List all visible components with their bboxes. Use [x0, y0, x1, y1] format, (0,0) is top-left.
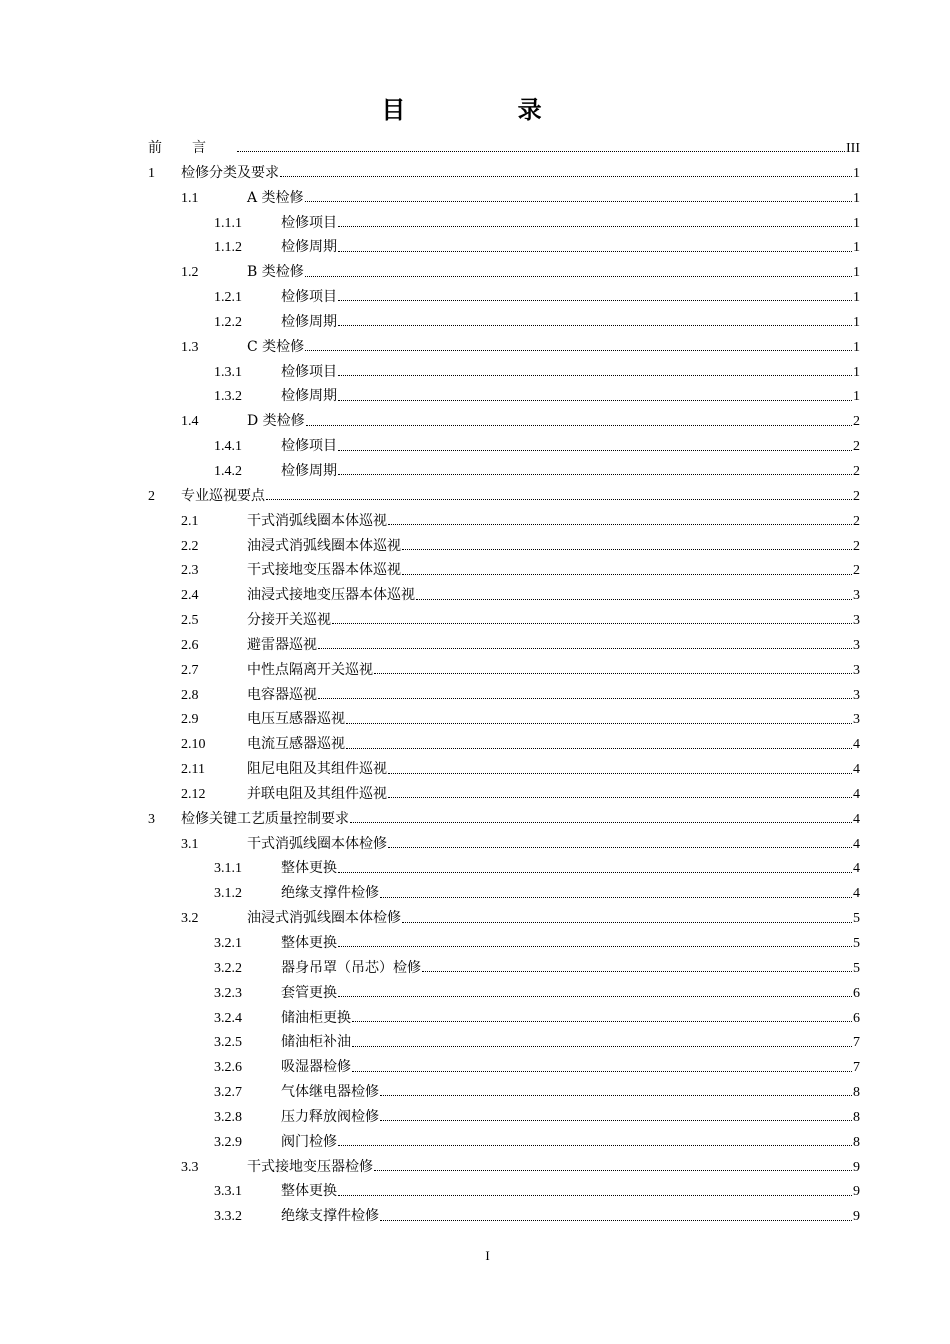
toc-entry[interactable] — [148, 1080, 860, 1105]
toc-entry-page[interactable]: 5 — [853, 936, 860, 951]
toc-entry[interactable] — [148, 707, 860, 732]
toc-entry[interactable] — [148, 732, 860, 757]
toc-entry-page[interactable]: 4 — [853, 836, 860, 852]
toc-entry-title[interactable]: 整体更换 — [281, 935, 337, 951]
toc-entry[interactable] — [148, 1179, 860, 1204]
toc-entry-title[interactable]: 检修项目 — [281, 214, 337, 231]
toc-entry-page[interactable]: 1 — [853, 364, 860, 380]
dot-leader — [338, 862, 852, 876]
toc-entry-number: 1.1.1 — [214, 215, 242, 231]
toc-entry-title[interactable]: 干式消弧线圈本体巡视 — [247, 512, 387, 529]
toc-entry-number: 2.12 — [181, 786, 206, 802]
toc-entry-page[interactable]: 4 — [853, 886, 860, 902]
toc-entry[interactable] — [148, 260, 860, 285]
toc-entry-number: 1.4 — [181, 414, 199, 430]
toc-entry-title[interactable]: 器身吊罩（吊芯）检修 — [281, 959, 421, 976]
toc-entry[interactable] — [148, 956, 860, 981]
toc-entry[interactable] — [148, 186, 860, 211]
toc-entry-number: 3.1 — [181, 836, 199, 852]
toc-entry-title[interactable]: 套管更换 — [281, 984, 337, 1001]
dot-leader — [380, 1110, 852, 1124]
toc-entry-title[interactable]: 吸湿器检修 — [281, 1059, 351, 1076]
dot-leader — [305, 191, 852, 205]
toc-entry[interactable] — [148, 509, 860, 534]
dot-leader — [338, 1185, 852, 1199]
toc-entry-title[interactable]: A 类检修 — [247, 189, 304, 206]
toc-entry[interactable] — [148, 856, 860, 881]
toc-entry-page[interactable]: 1 — [853, 190, 860, 206]
table-of-contents — [148, 136, 860, 1229]
toc-entry-title[interactable]: 检修关键工艺质量控制要求 — [181, 810, 349, 827]
toc-entry[interactable] — [148, 757, 860, 782]
toc-entry-title[interactable]: 检修周期 — [281, 388, 337, 405]
toc-entry[interactable] — [148, 782, 860, 807]
toc-entry[interactable] — [148, 931, 860, 956]
toc-entry-number: 3.2.9 — [214, 1134, 242, 1150]
toc-entry-number: 3.2.5 — [214, 1035, 242, 1051]
toc-entry-page[interactable]: 2 — [853, 414, 860, 430]
toc-entry-title[interactable]: 分接开关巡视 — [247, 612, 331, 629]
dot-leader — [305, 340, 852, 354]
toc-entry[interactable] — [148, 558, 860, 583]
toc-entry-page[interactable]: 3 — [853, 637, 860, 653]
toc-entry-title[interactable]: B 类检修 — [247, 264, 304, 281]
dot-leader — [380, 887, 852, 901]
toc-entry[interactable] — [148, 807, 860, 832]
toc-entry-title[interactable]: 电流互感器巡视 — [247, 736, 345, 753]
toc-entry[interactable] — [148, 633, 860, 658]
dot-leader — [338, 1135, 852, 1149]
toc-entry[interactable] — [148, 384, 860, 409]
toc-entry-page[interactable]: 3 — [853, 687, 860, 703]
toc-entry-page[interactable]: 3 — [853, 613, 860, 629]
toc-entry-title[interactable]: 油浸式消弧线圈本体巡视 — [247, 537, 401, 554]
dot-leader — [352, 1036, 852, 1050]
dot-leader — [237, 141, 845, 155]
toc-entry-number: 3.3 — [181, 1159, 199, 1175]
toc-entry-number: 3.2.3 — [214, 985, 242, 1001]
dot-leader — [266, 489, 852, 503]
toc-entry-page[interactable]: 2 — [853, 513, 860, 529]
toc-entry-page[interactable]: 7 — [853, 1060, 860, 1076]
dot-leader — [388, 763, 852, 777]
toc-entry-page[interactable]: 1 — [853, 265, 860, 281]
toc-entry-title[interactable]: 检修周期 — [281, 239, 337, 256]
toc-entry-title[interactable]: D 类检修 — [247, 413, 305, 430]
toc-entry-number: 1.3 — [181, 339, 199, 355]
toc-entry-page[interactable]: 2 — [853, 488, 860, 504]
toc-entry-page[interactable]: 9 — [853, 1184, 860, 1200]
toc-entry-number: 1.1 — [181, 190, 199, 206]
toc-entry-number: 2.6 — [181, 637, 199, 653]
toc-entry-page[interactable]: 3 — [853, 662, 860, 678]
toc-entry-page[interactable]: 8 — [853, 1085, 860, 1101]
toc-entry-title[interactable]: 干式接地变压器本体巡视 — [247, 562, 401, 579]
toc-entry-page[interactable]: 3 — [853, 588, 860, 604]
toc-entry-page[interactable]: 8 — [853, 1134, 860, 1150]
toc-entry-title[interactable]: 检修分类及要求 — [181, 164, 279, 181]
toc-entry-number: 2.3 — [181, 563, 199, 579]
toc-entry-title[interactable]: 检修项目 — [281, 289, 337, 306]
toc-entry-title[interactable]: 储油柜补油 — [281, 1034, 351, 1051]
toc-entry-title[interactable]: 检修项目 — [281, 363, 337, 380]
toc-entry-number: 2.1 — [181, 513, 199, 529]
toc-entry-page[interactable]: 1 — [853, 389, 860, 405]
toc-entry-title[interactable]: 干式消弧线圈本体检修 — [247, 835, 387, 852]
toc-entry-number: 3.1.2 — [214, 886, 242, 902]
toc-entry[interactable] — [148, 534, 860, 559]
toc-entry-title[interactable]: 并联电阻及其组件巡视 — [247, 785, 387, 802]
toc-entry[interactable] — [148, 1204, 860, 1229]
dot-leader — [350, 812, 852, 826]
toc-entry-page[interactable]: 4 — [853, 861, 860, 877]
toc-entry-number: 3.3.2 — [214, 1209, 242, 1225]
dot-leader — [352, 1061, 852, 1075]
toc-entry-number: 1.1.2 — [214, 240, 242, 256]
toc-entry[interactable] — [148, 310, 860, 335]
toc-entry[interactable] — [148, 360, 860, 385]
toc-entry-number: 3.2 — [181, 911, 199, 927]
toc-entry-number: 2.10 — [181, 737, 206, 753]
toc-entry-title[interactable]: 整体更换 — [281, 1183, 337, 1200]
toc-entry-title[interactable]: 检修周期 — [281, 313, 337, 330]
toc-entry[interactable] — [148, 335, 860, 360]
dot-leader — [352, 1011, 852, 1025]
toc-entry-page[interactable]: 1 — [853, 339, 860, 355]
toc-entry[interactable] — [148, 161, 860, 186]
toc-entry-number: 2.5 — [181, 613, 199, 629]
toc-entry[interactable] — [148, 285, 860, 310]
toc-entry-title[interactable]: 储油柜更换 — [281, 1009, 351, 1026]
toc-entry-number: 1.3.2 — [214, 389, 242, 405]
toc-entry-number: 3.1.1 — [214, 861, 242, 877]
toc-entry-page[interactable]: 8 — [853, 1109, 860, 1125]
dot-leader — [422, 961, 852, 975]
toc-entry-number: 1 — [148, 165, 155, 181]
dot-leader — [346, 738, 852, 752]
toc-entry-page[interactable]: 1 — [853, 290, 860, 306]
toc-entry-number: 3 — [148, 811, 155, 827]
dot-leader — [338, 440, 852, 454]
dot-leader — [402, 539, 852, 553]
toc-entry-number: 1.2.2 — [214, 314, 242, 330]
toc-entry[interactable] — [148, 832, 860, 857]
dot-leader — [388, 787, 852, 801]
toc-entry-title[interactable]: 绝缘支撑件检修 — [281, 1208, 379, 1225]
toc-entry-number: 2.7 — [181, 662, 199, 678]
toc-entry[interactable] — [148, 434, 860, 459]
toc-entry[interactable] — [148, 906, 860, 931]
toc-entry-number: 3.2.6 — [214, 1060, 242, 1076]
toc-entry-title[interactable]: 干式接地变压器检修 — [247, 1158, 373, 1175]
dot-leader — [338, 290, 852, 304]
toc-entry-page[interactable]: 2 — [853, 563, 860, 579]
toc-entry-page[interactable]: 4 — [853, 737, 860, 753]
toc-entry[interactable] — [148, 608, 860, 633]
toc-entry-page[interactable]: 9 — [853, 1159, 860, 1175]
dot-leader — [332, 613, 852, 627]
toc-entry-number: 2.8 — [181, 687, 199, 703]
toc-entry-title[interactable]: 中性点隔离开关巡视 — [247, 661, 373, 678]
toc-entry-page[interactable]: 7 — [853, 1035, 860, 1051]
page-footer-number: I — [485, 1248, 490, 1263]
toc-entry-title[interactable]: 电压互感器巡视 — [247, 711, 345, 728]
dot-leader — [338, 315, 852, 329]
toc-entry-page[interactable]: 1 — [853, 240, 860, 256]
toc-entry-title[interactable]: 检修项目 — [281, 438, 337, 455]
toc-entry-number: 2.11 — [181, 762, 205, 778]
toc-entry-page[interactable]: 5 — [853, 960, 860, 976]
toc-entry-page[interactable]: 1 — [853, 165, 860, 181]
toc-entry-title[interactable]: 气体继电器检修 — [281, 1084, 379, 1101]
toc-entry-number: 3.2.1 — [214, 936, 242, 951]
toc-entry-page[interactable]: III — [846, 141, 860, 156]
toc-entry-title[interactable]: 检修周期 — [281, 462, 337, 479]
toc-entry-page[interactable]: 9 — [853, 1209, 860, 1225]
toc-entry-title[interactable]: C 类检修 — [247, 338, 305, 355]
toc-entry-page[interactable]: 5 — [853, 911, 860, 927]
toc-entry-title[interactable]: 阀门检修 — [281, 1133, 337, 1150]
toc-entry-number: 3.2.2 — [214, 960, 242, 976]
dot-leader — [402, 912, 852, 926]
toc-entry[interactable] — [148, 1030, 860, 1055]
toc-entry-number: 1.2.1 — [214, 290, 242, 306]
dot-leader — [380, 1210, 852, 1224]
toc-entry[interactable] — [148, 881, 860, 906]
toc-entry[interactable] — [148, 459, 860, 484]
toc-entry-number: 1.2 — [181, 265, 199, 281]
toc-entry-number: 2.2 — [181, 538, 199, 554]
toc-entry[interactable] — [148, 1006, 860, 1031]
dot-leader — [338, 936, 852, 950]
toc-entry[interactable] — [148, 235, 860, 260]
toc-entry-title[interactable]: 避雷器巡视 — [247, 636, 317, 653]
toc-entry-page[interactable]: 2 — [853, 538, 860, 554]
toc-entry-page[interactable]: 4 — [853, 762, 860, 778]
toc-entry-page[interactable]: 2 — [853, 463, 860, 479]
toc-entry-number: 2.9 — [181, 712, 199, 728]
toc-entry[interactable] — [148, 1105, 860, 1130]
toc-entry-page[interactable]: 3 — [853, 712, 860, 728]
toc-entry-title[interactable]: 油浸式接地变压器本体巡视 — [247, 587, 415, 604]
toc-entry-page[interactable]: 4 — [853, 811, 860, 827]
dot-leader — [338, 464, 852, 478]
toc-entry[interactable] — [148, 658, 860, 683]
toc-entry-title[interactable]: 油浸式消弧线圈本体检修 — [247, 910, 401, 927]
toc-entry[interactable] — [148, 1155, 860, 1180]
dot-leader — [318, 688, 852, 702]
dot-leader — [305, 266, 852, 280]
toc-entry-title[interactable]: 阻尼电阻及其组件巡视 — [247, 761, 387, 778]
toc-entry-number: 1.4.2 — [214, 463, 242, 479]
dot-leader — [338, 216, 852, 230]
toc-entry-page[interactable]: 1 — [853, 215, 860, 231]
toc-entry[interactable] — [148, 683, 860, 708]
toc-entry-page[interactable]: 6 — [853, 985, 860, 1001]
dot-leader — [338, 390, 852, 404]
toc-entry-number: 2 — [148, 488, 155, 504]
toc-entry-title[interactable]: 前言 — [148, 140, 236, 156]
dot-leader — [402, 564, 852, 578]
dot-leader — [306, 415, 852, 429]
dot-leader — [338, 986, 852, 1000]
toc-entry-title[interactable]: 绝缘支撑件检修 — [281, 885, 379, 902]
dot-leader — [388, 837, 852, 851]
toc-entry-title[interactable]: 压力释放阀检修 — [281, 1108, 379, 1125]
toc-entry[interactable] — [148, 409, 860, 434]
toc-entry-page[interactable]: 1 — [853, 314, 860, 330]
dot-leader — [280, 166, 852, 180]
toc-entry-number: 3.2.7 — [214, 1085, 242, 1101]
toc-entry[interactable] — [148, 211, 860, 236]
dot-leader — [346, 713, 852, 727]
toc-entry-number: 1.4.1 — [214, 439, 242, 455]
toc-entry[interactable] — [148, 136, 860, 161]
toc-entry-title[interactable]: 电容器巡视 — [247, 686, 317, 703]
dot-leader — [338, 365, 852, 379]
dot-leader — [416, 589, 852, 603]
toc-entry[interactable] — [148, 1055, 860, 1080]
toc-entry[interactable] — [148, 484, 860, 509]
toc-entry-title[interactable]: 专业巡视要点 — [181, 487, 265, 504]
toc-entry[interactable] — [148, 1130, 860, 1155]
toc-entry-page[interactable]: 2 — [853, 439, 860, 455]
toc-entry-number: 2.4 — [181, 588, 199, 604]
toc-entry-page[interactable]: 4 — [853, 786, 860, 802]
dot-leader — [338, 241, 852, 255]
toc-entry-number: 3.3.1 — [214, 1184, 242, 1200]
toc-entry-page[interactable]: 6 — [853, 1010, 860, 1026]
toc-entry-number: 1.3.1 — [214, 364, 242, 380]
toc-entry-title[interactable]: 整体更换 — [281, 860, 337, 877]
toc-entry-number: 3.2.8 — [214, 1109, 242, 1125]
dot-leader — [388, 514, 852, 528]
toc-entry[interactable] — [148, 981, 860, 1006]
page-title: 目 录 — [381, 96, 594, 124]
dot-leader — [380, 1085, 852, 1099]
toc-entry-number: 3.2.4 — [214, 1010, 242, 1026]
dot-leader — [318, 638, 852, 652]
toc-entry[interactable] — [148, 583, 860, 608]
dot-leader — [374, 663, 852, 677]
dot-leader — [374, 1160, 852, 1174]
